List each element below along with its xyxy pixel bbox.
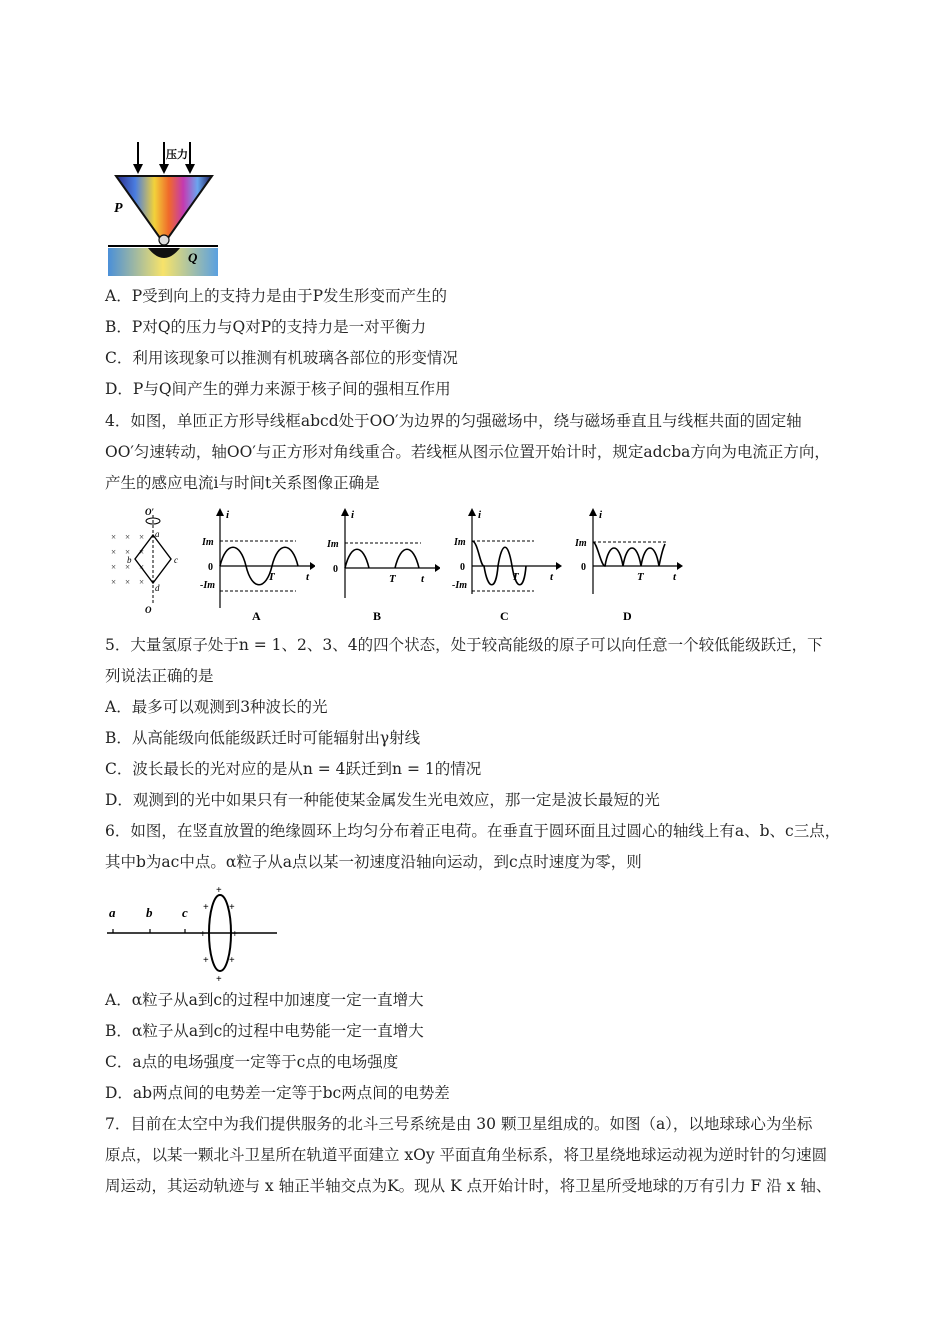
graph-a-zero: 0 [208,562,213,573]
graph-a-tick: T [268,571,275,583]
axis-o-bottom: O [145,605,152,615]
point-c: c [182,905,188,920]
charge-4: + [200,929,206,940]
label-p: P [114,201,123,216]
graph-b-tick: T [389,573,396,585]
graph-a [200,508,315,628]
graph-d-im: Im [575,538,587,549]
ring-figure [105,885,280,985]
svg-text:×: × [139,532,145,542]
graph-c-zero: 0 [460,562,465,573]
svg-text:×: × [139,577,145,587]
graph-d-label: D [623,609,632,623]
charge-5: + [232,929,238,940]
q5-option-c: C．波长最长的光对应的是从n = 4跃迁到n = 1的情况 [105,760,482,778]
svg-text:×: × [125,577,131,587]
graph-b-y: i [351,509,355,521]
q6-option-c: C．a点的电场强度一定等于c点的电场强度 [105,1053,399,1071]
q6-option-a: A．α粒子从a到c的过程中加速度一定一直增大 [105,991,424,1009]
q4-stem-line-2: OO′匀速转动，轴OO′与正方形对角线重合。若线框从图示位置开始计时，规定adcba方向为电流正方向， [105,443,830,461]
graph-d-y: i [599,509,603,521]
graph-b-zero: 0 [333,564,338,575]
charge-1: + [216,885,222,896]
q4-stem-line-1: 4．如图，单匝正方形导线框abcd处于OO′为边界的匀强磁场中，绕与磁场垂直且与线框共面的固定轴 [105,412,802,430]
graph-c-tick: T [512,571,519,583]
q7-stem-line-2: 原点，以某一颗北斗卫星所在轨道平面建立 xOy 平面直角坐标系，将卫星绕地球运动视为逆时针的匀速圆 [105,1146,828,1164]
point-a: a [109,905,116,920]
q3-option-c: C．利用该现象可以推测有机玻璃各部位的形变情况 [105,349,458,367]
charge-3: + [229,902,235,913]
coil-figure [105,505,200,615]
corner-c: c [174,555,178,565]
q5-stem-line-1: 5．大量氢原子处于n = 1、2、3、4的四个状态，处于较高能级的原子可以向任意一个较低能级跃迁，下 [105,636,823,654]
graph-c-t: t [550,571,554,583]
point-b: b [146,905,153,920]
graph-b-im: Im [327,539,339,550]
graph-a-im: Im [202,537,214,548]
graph-d-zero: 0 [581,562,586,573]
q3-option-d: D．P与Q间产生的弹力来源于核子间的强相互作用 [105,380,451,398]
graph-c-im: Im [454,537,466,548]
graph-b-label: B [373,609,382,623]
q5-option-b: B．从高能级向低能级跃迁时可能辐射出γ射线 [105,729,421,747]
graph-d-tick: T [637,571,644,583]
svg-text:×: × [111,562,117,572]
q5-option-d: D．观测到的光中如果只有一种能使某金属发生光电效应，那一定是波长最短的光 [105,791,660,809]
graph-c-y: i [478,509,482,521]
corner-d: d [155,583,160,593]
force-label: 压力 [166,149,188,161]
graph-b [325,508,440,628]
svg-text:×: × [125,547,131,557]
graph-c-negim: -Im [452,580,467,591]
q5-stem-line-2: 列说法正确的是 [105,667,214,685]
corner-a: a [155,529,160,539]
graph-a-t: t [306,571,310,583]
graph-d-t: t [673,571,677,583]
q3-option-a: A．P受到向上的支持力是由于P发生形变而产生的 [105,287,448,305]
graph-b-t: t [421,573,425,585]
q6-stem-line-2: 其中b为ac中点。α粒子从a点以某一初速度沿轴向运动，到c点时速度为零，则 [105,853,642,871]
svg-text:×: × [111,547,117,557]
charge-6: + [203,955,209,966]
axis-o-top: O′ [145,507,155,517]
graph-a-y: i [226,509,230,521]
svg-text:×: × [111,577,117,587]
svg-text:×: × [125,562,131,572]
q7-stem-line-1: 7．目前在太空中为我们提供服务的北斗三号系统是由 30 颗卫星组成的。如图（a），以地球球心为坐标 [105,1115,813,1133]
q4-stem-line-3: 产生的感应电流i与时间t关系图像正确是 [105,474,380,492]
q6-stem-line-1: 6．如图，在竖直放置的绝缘圆环上均匀分布着正电荷。在垂直于圆环面且过圆心的轴线上有a、b、c三点， [105,822,841,840]
svg-text:×: × [111,532,117,542]
pressure-figure [108,140,218,278]
charge-7: + [229,955,235,966]
graph-a-negim: -Im [200,580,215,591]
graph-d [575,508,690,628]
graph-a-label: A [252,609,261,623]
svg-text:×: × [125,532,131,542]
graph-c-label: C [500,609,509,623]
q3-option-b: B．P对Q的压力与Q对P的支持力是一对平衡力 [105,318,427,336]
corner-b: b [127,555,132,565]
svg-text:×: × [139,547,145,557]
q6-option-d: D．ab两点间的电势差一定等于bc两点间的电势差 [105,1084,450,1102]
q5-option-a: A．最多可以观测到3种波长的光 [105,698,328,716]
charge-8: + [216,974,222,985]
graph-c [450,508,565,628]
charge-2: + [203,902,209,913]
label-q: Q [188,250,198,265]
q6-option-b: B．α粒子从a到c的过程中电势能一定一直增大 [105,1022,424,1040]
svg-text:×: × [139,562,145,572]
q7-stem-line-3: 周运动，其运动轨迹与 x 轴正半轴交点为K。现从 K 点开始计时，将卫星所受地球的万有引力 F 沿 x 轴、 [105,1177,832,1195]
